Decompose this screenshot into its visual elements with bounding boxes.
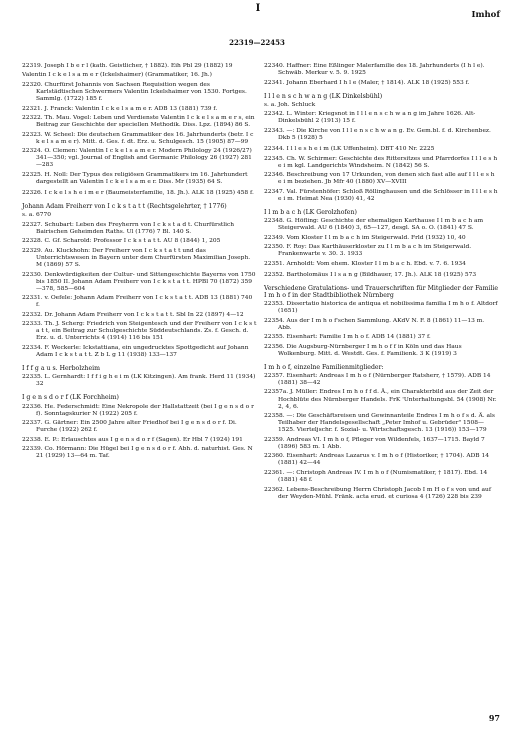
section-heading: I m h o f, einzelne Familienmitglieder: bbox=[264, 363, 384, 371]
section-letter: I bbox=[255, 3, 261, 14]
bibliography-entry: 22328. C. Gf. Scharold: Professor I c k s t a t t. AU 8 (1844) 1, 205 bbox=[22, 238, 221, 245]
bibliography-entry: 22332. Dr. Johann Adam Freiherr von I c k s t a t t. Sbl In 22 (1897) 4—12 bbox=[22, 311, 244, 318]
bibliography-entry: 22324. O. Clemen: Valentin I c k e l s a m e r. Modern Philology 24 (1926/27) 341—350; vgl. Journal of English and Germanic Philology 26 (1927) 281—283 bbox=[22, 148, 252, 169]
section-heading: I f f g a u s. Herbolzheim bbox=[22, 365, 101, 373]
bibliography-entry: 22359. Andreas VI. I m h o f, Pfleger von Wildenfels, 1637—1715. Bayld 7 (1896) 583 m. 1 Abb. bbox=[264, 436, 485, 450]
section-heading: I l l e n s c h w a n g (LK Dinkelsbühl) bbox=[264, 92, 383, 100]
bibliography-entry: 22346. Beschreibung von 17 Urkunden, von denen sich fast alle auf I l l e s h e i m beziehen. Jb Mfr 40 (1880) XV—XVIII bbox=[264, 172, 495, 186]
bibliography-entry: 22351. Arnholdt: Vom ehem. Kloster I l m b a c h. Ebd. v. 7. 6. 1934 bbox=[264, 260, 466, 267]
bibliography-entry: s. a. Joh. Schluck bbox=[264, 101, 316, 108]
section-heading: I g e n s d o r f (LK Forchheim) bbox=[22, 394, 119, 402]
bibliography-entry: 22330. Denkwürdigkeiten der Cultur- und Sittengeschichte Bayerns von 1750 bis 1850 II. Johann Adam Freiherr von I c k s t a t t. HPBl 70 (1872) 359—378, 585—604 bbox=[22, 271, 256, 292]
bibliography-entry: 22342. L. Winter: Kriegsnot in I l l e n s c h w a n g im Jahre 1626. Alt-Dinkelsbühl 2 (1913) 15 f. bbox=[264, 111, 476, 125]
right-column bbox=[264, 63, 499, 503]
section-heading: I l m b a c h (LK Gerolzhofen) bbox=[264, 208, 357, 216]
bibliography-entry: Valentin I c k e l s a m e r (Ickelshaimer) (Grammatiker, 16. Jh.) bbox=[22, 72, 212, 79]
bibliography-entry: 22337. G. Gärtner: Ein 2500 Jahre alter Friedhof bei I g e n s d o r f. Di. Furche (1922) 262 f. bbox=[22, 420, 237, 434]
bibliography-entry: 22353. Dissertatio historica de antiqua et nobilissima familia I m h o f. Altdorf (1651) bbox=[264, 300, 498, 315]
bibliography-entry: 22319. Joseph I b e r l (kath. Geistlicher, † 1882). Eih Pbl 29 (1882) 19 bbox=[22, 63, 233, 69]
bibliography-entry: 22361. —: Christoph Andreas IV. I m h o f (Numismatiker, † 1817). Ebd. 14 (1881) 48 f. bbox=[264, 469, 488, 484]
bibliography-entry: 22354. Aus der I m h o f'schen Sammlung. AKdV N. F. 8 (1861) 11—13 m. Abb. bbox=[264, 317, 485, 331]
bibliography-entry: 22327. Schubart: Leben des Freyherrn von I c k s t a d t. Churfürstlich Bairischen Geheimden Raths. Ul (1776) 7 Bl. 140 S. bbox=[22, 221, 235, 235]
bibliography-entry: 22335. L. Gernhardt: I f f i g h e i m (LK Kitzingen). Am frank. Herd 11 (1934) 32 bbox=[22, 374, 256, 388]
bibliography-entry: 22331. v. Oefele: Johann Adam Freiherr von I c k s t a t t. ADB 13 (1881) 740 f. bbox=[22, 295, 253, 309]
bibliography-entry: 22348. G. Höfling: Geschichte der ehemaligen Karthause I l m b a c h am Steigerwald. AU 6 (1840) 3, 65—127, desgl. SA o. O. (1841) 47 S. bbox=[264, 217, 484, 232]
bibliography-entry: 22362. Lebens-Beschreibung Herrn Christoph Jacob I m H o f s von und auf der Weyden-Mühl. Fränk. acta erud. et curiosa 4 (1726) 228 bis 239 bbox=[264, 486, 492, 500]
bibliography-entry: 22344. I l l e s h e i m (LK Uffenheim). DBT 410 Nr. 2225 bbox=[264, 146, 435, 153]
bibliography-entry: 22341. Johann Eberhard I h l e (Maler, † 1814). ALK 18 (1925) 553 f. bbox=[264, 79, 470, 86]
bibliography-entry: 22352. Bartholomäus I l s a n g (Bildhauer, 17. Jh.). ALK 18 (1925) 573 bbox=[264, 271, 477, 278]
section-heading: Johann Adam Freiherr von I c k s t a t t (Rechtsgelehrter, † 1776) bbox=[22, 203, 227, 211]
bibliography-entry: 22333. Th. J. Scherg: Friedrich von Steigentesch und der Freiherr von I c k s t a t t, ein Beitrag zur Schulgeschichte Süddeutschlands. Zs. f. Gesch. d. Erz. u. d. Unterrichts 4 (1914) 116 bis 151 bbox=[22, 321, 257, 342]
running-head-keyword: Imhof bbox=[471, 10, 500, 20]
bibliography-entry: 22347. Val. Fürstenhöfer: Schloß Röllinghausen und die Schlösser in I l l e s h e i m. Heimat Nea (1930) 41, 42 bbox=[264, 188, 498, 202]
bibliography-entry: s. a. 6770 bbox=[22, 212, 52, 219]
bibliography-entry: 22356. Die Augsburg-Nürnberger I m h o f f in Köln und das Haus Wolkenburg. Mitt. d. Westdt. Ges. f. Familienk. 3 K (1919) 3 bbox=[264, 343, 462, 357]
bibliography-entry: 22336. He. Federschmidt: Eine Nekropole der Hallstattzeit (bei I g e n s d o r f). Sonntagskurier N (1922) 205 f. bbox=[22, 403, 254, 417]
bibliography-entry: 22355. Eisenhart: Familie I m h o f. ADB 14 (1881) 37 f. bbox=[264, 334, 431, 341]
entry-range: 22319—22453 bbox=[229, 38, 285, 47]
bibliography-entry: 22357. Eisenhart: Andreas I m h o f (Nürnberger Ratsherr, † 1579). ADB 14 (1881) 38—42 bbox=[264, 372, 491, 386]
bibliography-entry: 22326. I c k e l s h e i m e r (Baumeisterfamilie, 18. Jh.). ALK 18 (1925) 458 f. bbox=[22, 190, 254, 197]
bibliography-entry: 22322. Th. Mau. Vogel: Leben und Verdienste Valentin I c k e l s a m e r s, ein Beitrag zur Geschichte der speciellen Methodik. Diss. Lpz. (1894) 86 S. bbox=[22, 115, 255, 129]
bibliography-entry: 22360. Eisenhart: Andreas Lazarus v. I m h o f (Historiker, † 1704). ADB 14 (1881) 42—44 bbox=[264, 453, 490, 467]
bibliography-entry: 22320. Churfürst Johannis von Sachsen Requisition wegen des Karlstädtischen Schwermers Valentin Ickelshaimer von 1530. Fortges. Sammlg. (1722) 185 f. bbox=[22, 81, 247, 103]
bibliography-entry: 22358. —: Die Geschäftsreisen und Gewinnanteile Endres I m h o f s d. Ä. als Teilhaber der Handelsgesellschaft „Peter Imhof u. Gebrüder" 1508—1525. Vierteljschr. f. Sozial- u. Wirtschaftsgesch. 13 (1916)) 153—179 bbox=[264, 413, 495, 434]
left-column bbox=[22, 63, 257, 463]
section-heading: Verschiedene Gratulations- und Trauerschriften für Mitglieder der Familie I m h o f in der Stadtbibliothek Nürnberg bbox=[264, 284, 499, 299]
bibliography-entry: 22345. Ch. W. Schirmer: Geschichte des Rittersitzes und Pfarrdorfes I l l e s h e i m kgl. Landgerichts Windsheim. N (1842) 56 S. bbox=[264, 155, 498, 169]
bibliography-entry: 22334. F. Weckerle: Ickstattiana, ein ungedrucktes Spottgedicht auf Johann Adam I c k s t a t t. Z b L g 11 (1938) 133—137 bbox=[22, 344, 249, 359]
bibliography-entry: 22325. H. Noll: Der Typus des religiösen Grammatikers im 16. Jahrhundert dargestellt an Valentin I c k e l s a m e r. Diss. Mr (1935) 64 S. bbox=[22, 171, 248, 186]
bibliography-entry: 22340. Haffner: Eine Eßlinger Malerfamilie des 18. Jahrhunderts (I h l e). Schwäb. Merkur v. 5. 9. 1925 bbox=[264, 63, 485, 77]
bibliography-entry: 22349. Vom Kloster I l m b a c h im Steigerwald. Frld (1932) 10, 40 bbox=[264, 234, 466, 241]
bibliography-entry: 22350. F. Roy: Das Karthäuserkloster zu I l m b a c h im Steigerwald. Frankenwarte v. 30. 3. 1933 bbox=[264, 244, 472, 258]
bibliography-entry: 22321. J. Franck: Valentin I c k e l s a m e r. ADB 13 (1881) 739 f. bbox=[22, 105, 218, 112]
bibliography-entry: 22323. W. Scheel: Die deutschen Grammatiker des 16. Jahrhunderts (betr. I c k e l s a m e r). Mitt. d. Ges. f. dt. Erz. u. Schulgesch. 15 (1905) 87—99 bbox=[22, 131, 254, 145]
bibliography-entry: 22338. E. P.: Erlauschtes aus I g e n s d o r f (Sagen). Er Hbl 7 (1924) 191 bbox=[22, 436, 243, 443]
bibliography-entry: 22357a. J. Müller: Endres I m h o f f d. Ä., ein Charakterbild aus der Zeit der Hochblüte des Nürnberger Handels. FrK 'Unterhaltungsbl. 54 (1908) Nr. 2, 4, 6. bbox=[264, 389, 497, 410]
page-number: 97 bbox=[488, 713, 500, 723]
bibliography-entry: 22339. Co. Hörmann: Die Hügel bei I g e n s d o r f. Abh. d. naturhist. Ges. N 21 (1929) 13—64 m. Taf. bbox=[22, 446, 253, 460]
bibliography-entry: 22343. —: Die Kirche von I l l e n s c h w a n g. Ev. Gem.bl. f. d. Kirchenbez. Dkb 5 (1928) 5 bbox=[264, 127, 491, 141]
bibliography-entry: 22329. Au. Kluckhohn: Der Freiherr von I c k s t a t t und das Unterrichtswesen in Bayern unter dem Churfürsten Maximilian Joseph. M (1869) 57 S. bbox=[22, 247, 251, 269]
